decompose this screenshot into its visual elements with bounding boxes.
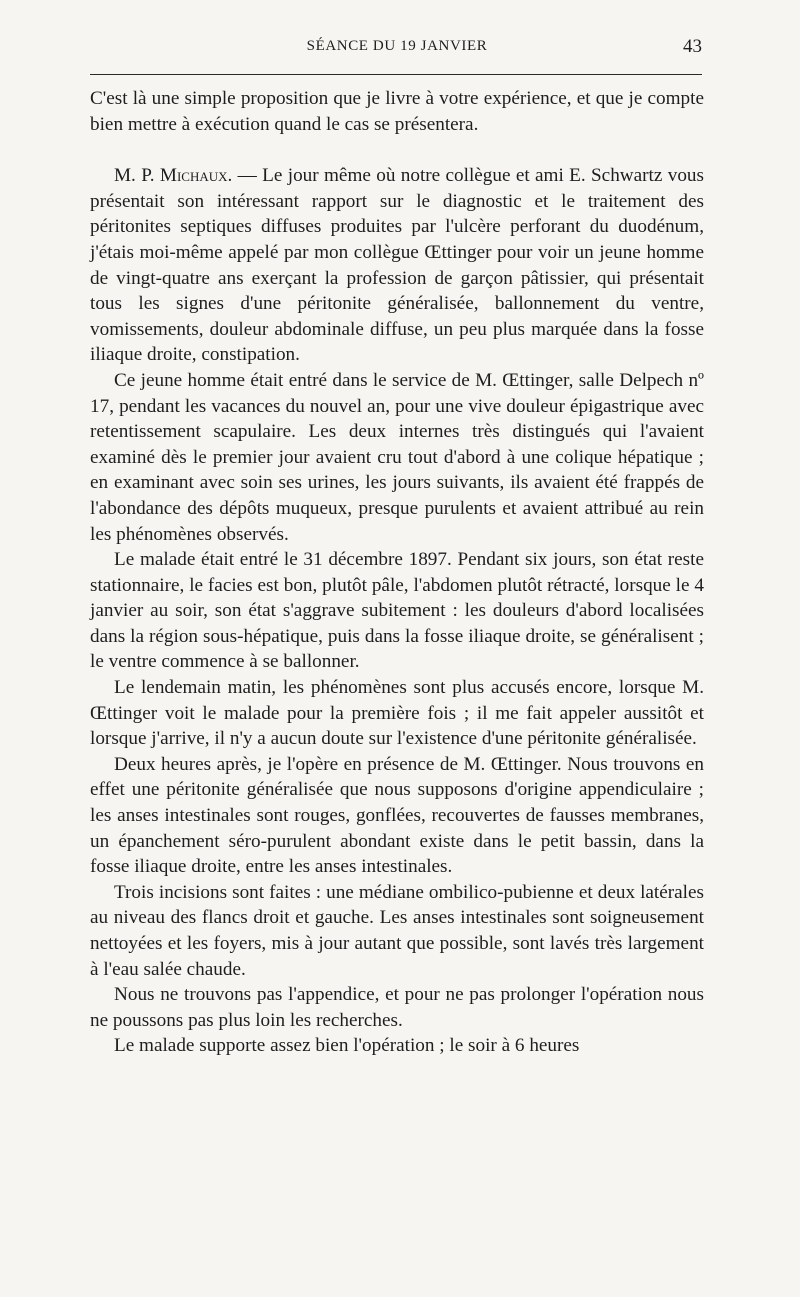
paragraph-5: Le lendemain matin, les phénomènes sont plus accusés encore, lorsque M. Œttinger voit le malade pour la première fois ; il me fait appeler aussitôt et lorsque j'arrive, il n'y a aucun doute sur l'existence d'une péritonite généralisée. <box>90 677 704 750</box>
body-text <box>90 86 704 1059</box>
paragraph-6: Deux heures après, je l'opère en présence de M. Œttinger. Nous trouvons en effet une péritonite généralisée que nous supposons d'origine appendiculaire ; les anses intestinales sont rouges, gonflées, recouvertes de fausses membranes, un épanchement séro-purulent abondant existe dans le petit bassin, dans la fosse iliaque droite, entre les anses intestinales. <box>90 753 704 878</box>
paragraph-2-text: Le jour même où notre collègue et ami E. Schwartz vous présentait son intéressant rapport sur le diagnostic et le traitement des péritonites septiques diffuses produites par l'ulcère perforant du duodénum, j'étais moi-même appelé par mon collègue Œttinger pour voir un jeune homme de vingt-quatre ans exerçant la profession de garçon pâtissier, qui présentait tous les signes d'une péritonite généralisée, ballonnement du ventre, vomissements, douleur abdominale diffuse, un peu plus marquée dans la fosse iliaque droite, constipation. <box>90 165 704 366</box>
paragraph-9: Le malade supporte assez bien l'opération ; le soir à 6 heures <box>114 1035 580 1057</box>
paragraph-7: Trois incisions sont faites : une médiane ombilico-pubienne et deux latérales au niveau des flancs droit et gauche. Les anses intestinales sont soigneusement nettoyées et les foyers, mis à jour autant que possible, sont lavés très largement à l'eau salée chaude. <box>90 881 704 980</box>
paragraph-1: C'est là une simple proposition que je livre à votre expérience, et que je compte bien mettre à exécution quand le cas se présentera. <box>90 88 704 135</box>
paragraph-8: Nous ne trouvons pas l'appendice, et pour ne pas prolonger l'opération nous ne poussons pas plus loin les recherches. <box>90 984 704 1031</box>
paragraph-2 <box>90 163 704 368</box>
page-number: 43 <box>683 36 702 57</box>
header-rule <box>90 74 702 75</box>
running-header <box>90 38 704 60</box>
paragraph-4: Le malade était entré le 31 décembre 1897. Pendant six jours, son état reste stationnaire, le facies est bon, plutôt pâle, l'abdomen plutôt rétracté, lorsque le 4 janvier au soir, son état s'aggrave subitement : les douleurs d'abord localisées dans la région sous-hépatique, puis dans la fosse iliaque droite, se généralisent ; le ventre commence à se ballonner. <box>90 549 704 673</box>
speaker-name: M. P. Michaux. — <box>114 165 257 187</box>
running-title: SÉANCE DU 19 JANVIER <box>306 38 488 54</box>
paragraph-3: Ce jeune homme était entré dans le service de M. Œttinger, salle Delpech nº 17, pendant les vacances du nouvel an, pour une vive douleur épigastrique avec retentissement scapulaire. Les deux internes très distingués qui l'avaient examiné dès le premier jour avaient cru tout d'abord à une colique hépatique ; en examinant avec soin ses urines, les jours suivants, ils avaient été frappés de l'abondance des dépôts muqueux, presque purulents et avaient attribué au rein les phénomènes observés. <box>90 369 704 545</box>
